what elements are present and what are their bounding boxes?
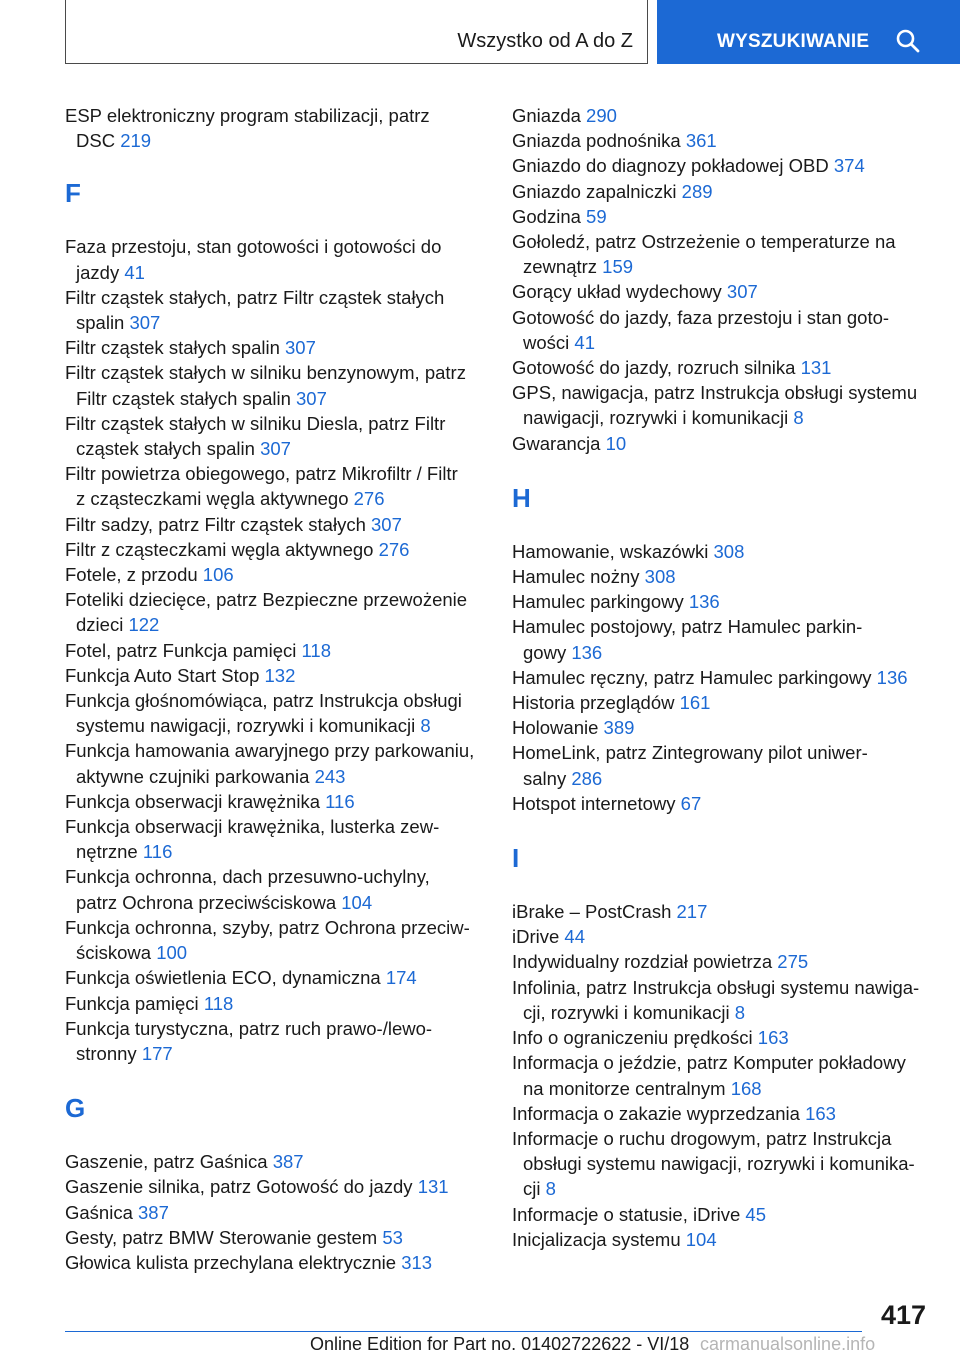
index-entry-text: Gaszenie, patrz Gaśnica [65,1151,268,1173]
index-entry-text: iBrake – PostCrash [512,901,672,923]
index-entry-text: Hamowanie, wskazówki [512,540,709,562]
index-entry [512,380,942,430]
page-link[interactable]: 131 [417,1176,449,1198]
index-entry-text: Infolinia, patrz Instrukcja obsługi systemu nawiga‐ [512,976,920,998]
index-entry [65,638,495,663]
page-link[interactable]: 106 [202,564,234,586]
index-entry-text: Gniazda podnośnika [512,130,681,152]
index-entry-text: Indywidualny rozdział powietrza [512,951,773,973]
index-entry [65,1149,495,1174]
page-link[interactable]: 307 [726,281,758,303]
index-entry [65,285,495,335]
index-entry-text: nętrzne [76,841,138,863]
index-entry [65,1016,495,1066]
index-entry [512,204,942,229]
page-link[interactable]: 307 [260,438,291,460]
page-number: 417 [880,1300,926,1330]
page-link[interactable]: 308 [713,540,745,562]
index-entry [65,864,495,914]
index-entry-text: Fotele, z przodu [65,564,198,586]
index-entry-text: iDrive [512,926,560,948]
index-letter-heading: F [65,178,81,209]
index-entry [512,1202,942,1227]
page-link[interactable]: 53 [382,1226,403,1248]
index-entry-text: Funkcja pamięci [65,992,199,1014]
index-entry-text: Historia przeglądów [512,692,675,714]
index-entry-text: HomeLink, patrz Zintegrowany pilot uniwer‐ [512,742,868,764]
page-link[interactable]: 59 [586,205,607,227]
index-entry [65,915,495,965]
page-link[interactable]: 219 [120,130,152,152]
index-entry-text: gowy [523,641,567,663]
index-entry-text: ściskowa [76,942,152,964]
page-link[interactable]: 276 [378,538,410,560]
index-entry [65,335,495,360]
index-entry-text: Gniazdo do diagnozy pokładowej OBD [512,155,829,177]
page-link[interactable]: 177 [141,1042,173,1064]
index-entry-text: Funkcja głośnomówiąca, patrz Instrukcja obsługi [65,690,462,712]
index-entry [512,539,942,564]
index-entry-text: Głowica kulista przechylana elektrycznie [65,1251,397,1273]
index-entry-text: ESP elektroniczny program stabilizacji, patrz [65,105,430,126]
index-entry-text: Filtr cząstek stałych w silniku Diesla, patrz Filtr [65,412,446,434]
index-entry-text: Funkcja ochronna, szyby, patrz Ochrona przeciw‐ [65,916,470,938]
watermark: carmanualsonline.info [700,1334,876,1354]
index-entry [512,1101,942,1126]
index-entry [512,899,942,924]
index-entry-text: Filtr cząstek stałych spalin [76,387,291,409]
index-entry [512,355,942,380]
index-entry [65,814,495,864]
index-entry [65,360,495,410]
index-entry-text: jazdy [76,261,120,283]
index-entry-text: cji, rozrywki i komunikacji [523,1001,730,1023]
index-entry-text: Informacje o statusie, iDrive [512,1203,741,1225]
index-entry-text: Filtr powietrza obiegowego, patrz Mikrofiltr / Filtr [65,463,458,485]
index-letter-heading: H [512,482,531,513]
page-link[interactable]: 286 [571,767,603,789]
page-link[interactable]: 374 [833,155,865,177]
index-entry [512,589,942,614]
index-entry-text: Funkcja hamowania awaryjnego przy parkowaniu, [65,740,475,762]
index-entry-text: aktywne czujniki parkowania [76,765,310,787]
index-entry [512,103,942,128]
index-entry [512,949,942,974]
index-entry [512,305,942,355]
index-entry-text: Foteliki dziecięce, patrz Bezpieczne przewożenie [65,589,468,611]
index-entry-text: Informacje o ruchu drogowym, patrz Instrukcja [512,1127,892,1149]
page-link[interactable]: 41 [124,261,145,283]
page-link[interactable]: 387 [138,1201,169,1223]
page-link[interactable]: 100 [156,942,188,964]
search-button-label: WYSZUKIWANIE [717,31,870,52]
index-column-right [512,103,942,1252]
index-entry [65,411,495,461]
index-entry-text: Hotspot internetowy [512,792,676,814]
page-link[interactable]: 163 [805,1102,836,1124]
index-entry-text: patrz Ochrona przeciwściskowa [76,891,337,913]
index-entry-text: Info o ograniczeniu prędkości [512,1027,753,1049]
index-entry [65,965,495,990]
index-entry-text: stronny [76,1042,137,1064]
index-entry-text: Hamulec parkingowy [512,591,684,613]
index-entry-text: Filtr z cząsteczkami węgla aktywnego [65,538,374,560]
index-entry [65,1250,495,1275]
index-entry-text: Funkcja Auto Start Stop [65,664,260,686]
page-link[interactable]: 136 [876,666,908,688]
index-entry-text: Filtr cząstek stałych w silniku benzynowym, patrz [65,362,466,384]
page-link[interactable]: 243 [314,765,346,787]
page-link[interactable]: 8 [420,715,431,737]
index-entry-text: Gaśnica [65,1201,133,1223]
index-entry-text: wości [523,331,570,353]
index-entry-text: na monitorze centralnym [523,1077,726,1099]
index-entry [65,663,495,688]
index-entry [65,789,495,814]
page-link[interactable]: 104 [685,1228,717,1250]
index-entry-text: Holowanie [512,717,599,739]
section-tab-label: Wszystko od A do Z [457,30,633,52]
index-entry-text: Godzina [512,205,581,227]
index-letter-heading: I [512,843,520,874]
page-link[interactable]: 313 [401,1251,433,1273]
page-link[interactable]: 163 [757,1027,789,1049]
index-letter-heading: G [65,1093,86,1124]
page-link[interactable]: 136 [571,641,603,663]
page-link[interactable]: 307 [296,387,327,409]
index-entry-text: Fotel, patrz Funkcja pamięci [65,639,297,661]
footer-divider [65,1331,862,1332]
index-entry-text: Funkcja turystyczna, patrz ruch prawo-/lewo‐ [65,1017,433,1039]
index-entry [512,975,942,1025]
page-link[interactable]: 10 [605,432,627,454]
page-link[interactable]: 118 [301,639,331,661]
index-entry-text: Gesty, patrz BMW Sterowanie gestem [65,1226,378,1248]
index-entry-text: salny [523,767,567,789]
index-entry-text: Gniazda [512,105,581,126]
index-entry [512,715,942,740]
page-link[interactable]: 275 [777,951,809,973]
index-entry-text: GPS, nawigacja, patrz Instrukcja obsługi systemu [512,382,918,404]
index-entry-text: zewnątrz [523,256,598,278]
index-entry-text: Hamulec nożny [512,566,640,588]
page-link[interactable]: 116 [325,790,355,812]
index-entry [512,924,942,949]
index-entry-text: Hamulec postojowy, patrz Hamulec parkin‐ [512,616,863,638]
index-entry [65,562,495,587]
index-entry-text: Informacja o zakazie wyprzedzania [512,1102,800,1124]
page-link[interactable]: 67 [680,792,702,814]
page-link[interactable]: 387 [272,1151,304,1173]
index-entry [65,991,495,1016]
index-entry-text: spalin [76,312,125,334]
page-link[interactable]: 289 [681,180,713,202]
page-link[interactable]: 122 [128,614,160,636]
page-link[interactable]: 41 [574,331,595,353]
page-link[interactable]: 174 [385,967,417,989]
page-link[interactable]: 8 [734,1001,746,1023]
index-entry [65,103,495,153]
index-entry-text: Gaszenie silnika, patrz Gotowość do jazdy [65,1176,413,1198]
page-link[interactable]: 307 [285,337,316,359]
page-link[interactable]: 132 [264,664,296,686]
index-entry-text: systemu nawigacji, rozrywki i komunikacji [76,715,416,737]
index-entry-text: Faza przestoju, stan gotowości i gotowości do [65,236,442,258]
page-link[interactable]: 361 [685,130,717,152]
index-entry-text: Gotowość do jazdy, faza przestoju i stan goto‐ [512,306,890,328]
index-entry-text: Gorący układ wydechowy [512,281,722,303]
footer-edition: Online Edition for Part no. 01402722622 - VI/18 [310,1334,690,1354]
index-entry-text: Filtr cząstek stałych, patrz Filtr cząstek stałych [65,286,445,308]
index-entry-text: Funkcja obserwacji krawężnika, lusterka zew‐ [65,816,440,838]
page-link[interactable]: 159 [602,256,634,278]
page-link[interactable]: 389 [603,717,635,739]
index-entry-text: Funkcja obserwacji krawężnika [65,790,320,812]
index-entry [512,740,942,790]
page-link[interactable]: 308 [644,566,676,588]
section-tab[interactable] [65,0,648,64]
page-link[interactable]: 118 [203,992,234,1014]
index-entry [65,512,495,537]
page-link[interactable]: 276 [353,488,385,510]
index-entry [512,690,942,715]
index-entry-text: nawigacji, rozrywki i komunikacji [523,407,789,429]
index-entry-text: Filtr sadzy, patrz Filtr cząstek stałych [65,513,366,535]
index-entry [65,1200,495,1225]
index-entry [512,153,942,178]
index-entry-text: cji [523,1178,541,1200]
index-entry-text: Inicjalizacja systemu [512,1228,681,1250]
index-entry-text: DSC [76,130,116,152]
page-link[interactable]: 136 [688,591,720,613]
index-entry-text: Gołoledź, patrz Ostrzeżenie o temperaturze na [512,231,896,253]
index-entry-text: cząstek stałych spalin [76,438,255,460]
page-link[interactable]: 131 [800,357,832,379]
index-column-left [65,103,495,1275]
search-button[interactable] [657,0,960,64]
page-link[interactable]: 104 [341,891,373,913]
index-entry-text: obsługi systemu nawigacji, rozrywki i komunika‐ [523,1153,915,1175]
page-link[interactable]: 217 [676,901,708,923]
page-link[interactable]: 168 [730,1077,762,1099]
index-entry [512,128,942,153]
page-link[interactable]: 290 [586,105,617,126]
index-entry-text: Gotowość do jazdy, rozruch silnika [512,357,796,379]
index-entry [65,688,495,738]
index-entry [65,537,495,562]
index-entry-text: Gniazdo zapalniczki [512,180,677,202]
page-link[interactable]: 161 [679,692,711,714]
index-entry [512,179,942,204]
index-entry [65,1174,495,1199]
index-entry [65,234,495,284]
index-entry-text: Informacja o jeździe, patrz Komputer pokładowy [512,1052,906,1074]
index-entry [512,431,942,456]
page-link[interactable]: 116 [142,841,173,863]
index-entry [512,665,942,690]
page-link[interactable]: 44 [564,926,585,948]
index-entry [512,1025,942,1050]
index-entry [65,587,495,637]
index-entry [512,614,942,664]
index-entry [512,1050,942,1100]
index-entry [512,791,942,816]
index-entry [512,564,942,589]
index-entry-text: z cząsteczkami węgla aktywnego [76,488,349,510]
index-entry [65,461,495,511]
page-link[interactable]: 8 [793,407,804,429]
index-entry [512,229,942,279]
index-entry-text: Hamulec ręczny, patrz Hamulec parkingowy [512,666,872,688]
index-entry [512,1227,942,1252]
page-link[interactable]: 8 [545,1178,556,1200]
search-icon [895,28,921,54]
page-link[interactable]: 45 [745,1203,766,1225]
index-entry [65,1225,495,1250]
index-entry-text: Filtr cząstek stałych spalin [65,337,280,359]
index-entry [512,1126,942,1202]
index-entry-text: Funkcja ochronna, dach przesuwno-uchylny, [65,866,430,888]
index-entry [512,279,942,304]
page-link[interactable]: 307 [129,312,161,334]
index-entry-text: dzieci [76,614,124,636]
index-entry [65,738,495,788]
index-entry-text: Gwarancja [512,432,601,454]
page-link[interactable]: 307 [371,513,402,535]
index-entry-text: Funkcja oświetlenia ECO, dynamiczna [65,967,381,989]
